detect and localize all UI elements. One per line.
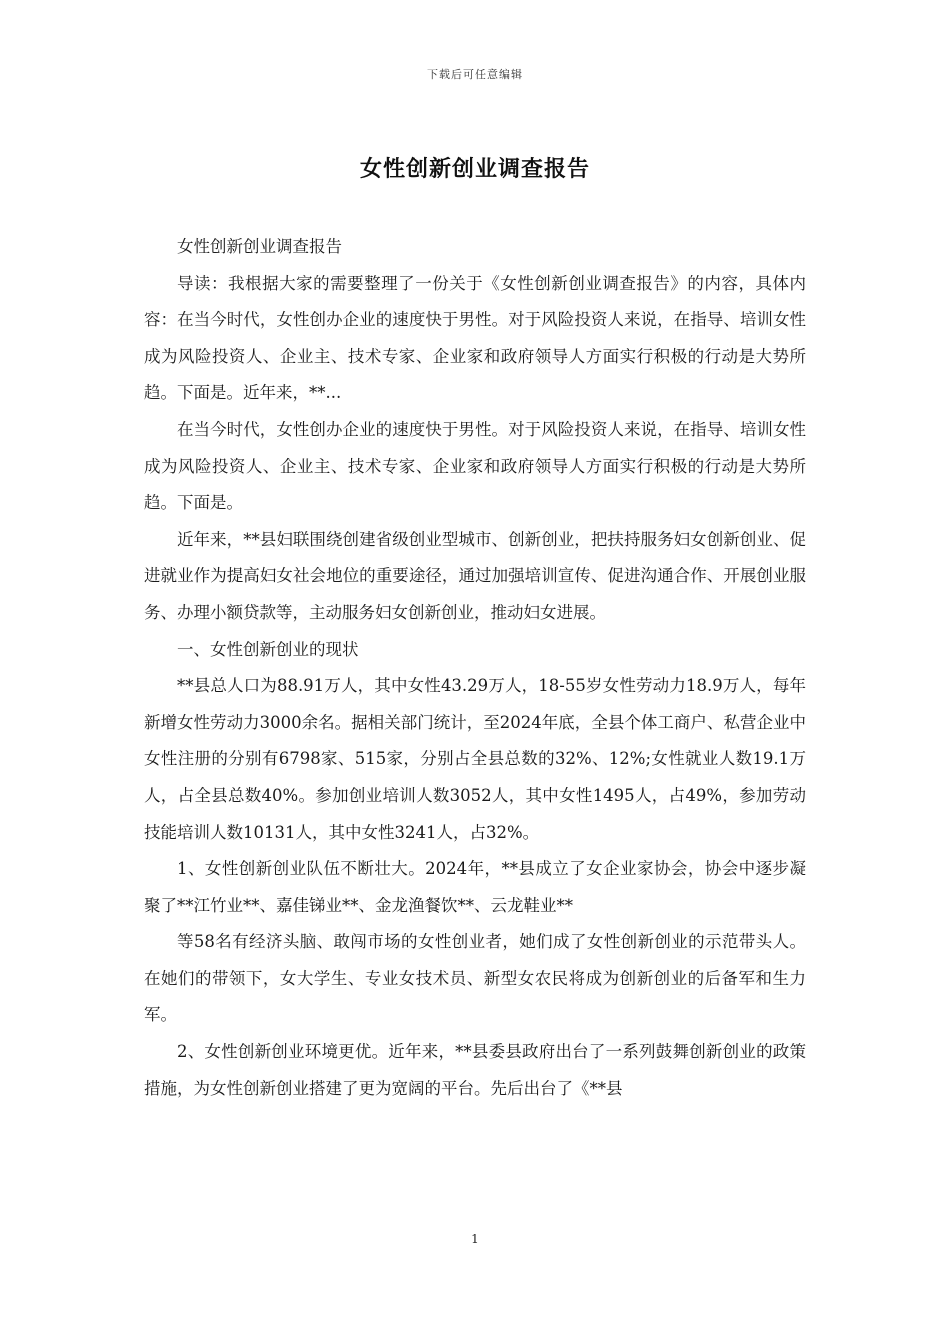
document-body <box>144 229 806 1107</box>
paragraph: **县总人口为88.91万人，其中女性43.29万人，18-55岁女性劳动力18.9万人，每年新增女性劳动力3000余名。据相关部门统计，至2024年底，全县个体工商户、私营企业中女性注册的分别有6798家、515家，分别占全县总数的32%、12%;女性就业人数19.1万人，占全县总数40%。参加创业培训人数3052人，其中女性1495人，占49%，参加劳动技能培训人数10131人，其中女性3241人，占32%。 <box>144 676 806 842</box>
paragraph: 2、女性创新创业环境更优。近年来，**县委县政府出台了一系列鼓舞创新创业的政策措施，为女性创新创业搭建了更为宽阔的平台。先后出台了《**县 <box>144 1042 806 1098</box>
paragraph: 在当今时代，女性创办企业的速度快于男性。对于风险投资人来说，在指导、培训女性成为风险投资人、企业主、技术专家、企业家和政府领导人方面实行积极的行动是大势所趋。下面是。 <box>144 419 806 513</box>
paragraph-intro: 导读：我根据大家的需要整理了一份关于《女性创新创业调查报告》的内容，具体内容：在当今时代，女性创办企业的速度快于男性。对于风险投资人来说，在指导、培训女性成为风险投资人、企业主、技术专家、企业家和政府领导人方面实行积极的行动是大势所趋。下面是。近年来，**... <box>144 273 806 403</box>
paragraph: 等58名有经济头脑、敢闯市场的女性创业者，她们成了女性创新创业的示范带头人。在她们的带领下，女大学生、专业女技术员、新型女农民将成为创新创业的后备军和生力军。 <box>144 932 806 1025</box>
section-heading: 一、女性创新创业的现状 <box>177 639 359 659</box>
paragraph: 近年来，**县妇联围绕创建省级创业型城市、创新创业，把扶持服务妇女创新创业、促进就业作为提高妇女社会地位的重要途径，通过加强培训宣传、促进沟通合作、开展创业服务、办理小额贷款等，主动服务妇女创新创业，推动妇女进展。 <box>144 529 806 622</box>
document-title: 女性创新创业调查报告 <box>359 156 590 182</box>
paragraph: 1、女性创新创业队伍不断壮大。2024年，**县成立了女企业家协会，协会中逐步凝聚了**江竹业**、嘉佳锑业**、金龙渔餐饮**、云龙鞋业** <box>144 859 806 915</box>
page-number: 1 <box>471 1232 479 1246</box>
header-note: 下载后可任意编辑 <box>427 68 523 81</box>
paragraph-subtitle: 女性创新创业调查报告 <box>177 237 342 256</box>
